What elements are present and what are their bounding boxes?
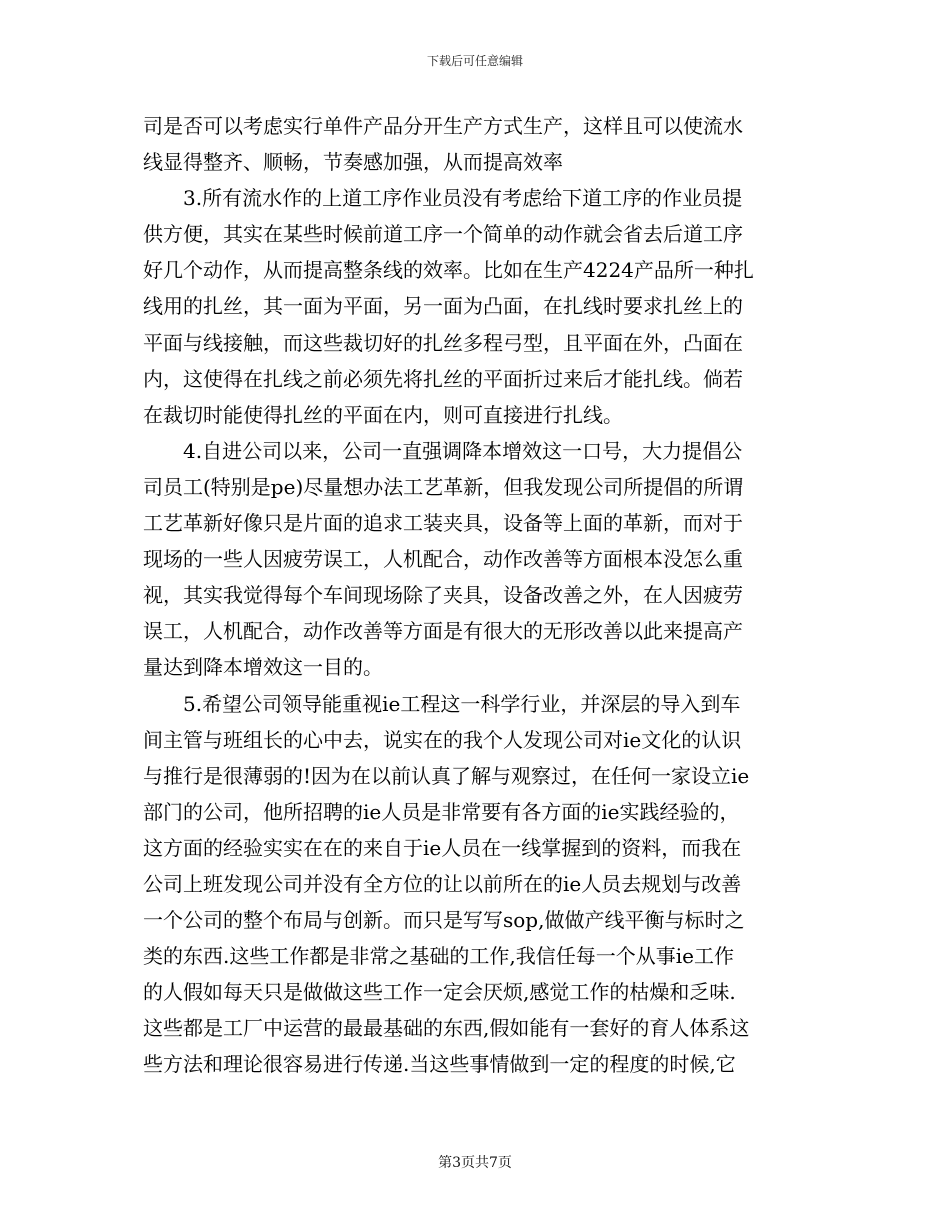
text-line: 量达到降本增效这一目的。 — [143, 655, 383, 680]
text-line: 好几个动作，从而提高整条线的效率。比如在生产4224产品所一种扎 — [143, 258, 754, 283]
page-header: 下载后可任意编辑 — [426, 54, 523, 68]
text-line: 平面与线接触，而这些裁切好的扎丝多程弓型，且平面在外，凸面在 — [143, 330, 743, 355]
text-line: 部门的公司，他所招聘的ie人员是非常要有各方面的ie实践经验的， — [143, 799, 740, 824]
text-line: 的人假如每天只是做做这些工作一定会厌烦,感觉工作的枯燥和乏味. — [143, 980, 736, 1005]
text-line: 些方法和理论很容易进行传递.当这些事情做到一定的程度的时候,它 — [143, 1052, 736, 1077]
paragraph-item-4 — [143, 433, 809, 686]
text-line: 间主管与班组长的心中去，说实在的我个人发现公司对ie文化的认识 — [143, 727, 742, 752]
document-body — [143, 108, 809, 1083]
text-line: 误工，人机配合，动作改善等方面是有很大的无形改善以此来提高产 — [143, 619, 743, 644]
text-line: 工艺革新好像只是片面的追求工装夹具，设备等上面的革新，而对于 — [143, 511, 743, 536]
text-line: 线显得整齐、顺畅，节奏感加强，从而提高效率 — [143, 150, 563, 175]
text-line: 3.所有流水作的上道工序作业员没有考虑给下道工序的作业员提 — [183, 186, 743, 211]
text-line: 5.希望公司领导能重视ie工程这一科学行业，并深层的导入到车 — [183, 691, 741, 716]
paragraph-item-3 — [143, 180, 809, 433]
text-line: 供方便，其实在某些时候前道工序一个简单的动作就会省去后道工序 — [143, 222, 743, 247]
text-line: 现场的一些人因疲劳误工，人机配合，动作改善等方面根本没怎么重 — [143, 547, 743, 572]
paragraph-continuation — [143, 108, 809, 180]
text-line: 公司上班发现公司并没有全方位的让以前所在的ie人员去规划与改善 — [143, 871, 742, 896]
text-line: 与推行是很薄弱的!因为在以前认真了解与观察过，在任何一家设立ie — [143, 763, 750, 788]
text-line: 4.自进公司以来，公司一直强调降本增效这一口号，大力提倡公 — [183, 438, 743, 463]
text-line: 司是否可以考虑实行单件产品分开生产方式生产，这样且可以使流水 — [143, 114, 743, 138]
text-line: 这些都是工厂中运营的最最基础的东西,假如能有一套好的育人体系这 — [143, 1016, 750, 1041]
paragraph-item-5 — [143, 686, 809, 1083]
text-line: 这方面的经验实实在在的来自于ie人员在一线掌握到的资料，而我在 — [143, 835, 742, 860]
page-number-footer: 第3页共7页 — [438, 1155, 512, 1171]
text-line: 一个公司的整个布局与创新。而只是写写sop,做做产线平衡与标时之 — [143, 908, 745, 933]
text-line: 视，其实我觉得每个车间现场除了夹具，设备改善之外，在人因疲劳 — [143, 583, 743, 608]
text-line: 内，这使得在扎线之前必须先将扎丝的平面折过来后才能扎线。倘若 — [143, 366, 743, 391]
text-line: 类的东西.这些工作都是非常之基础的工作,我信任每一个从事ie工作 — [143, 944, 734, 969]
text-line: 司员工(特别是pe)尽量想办法工艺革新，但我发现公司所提倡的所谓 — [143, 474, 744, 499]
text-line: 线用的扎丝，其一面为平面，另一面为凸面，在扎线时要求扎丝上的 — [143, 294, 743, 319]
text-line: 在裁切时能使得扎丝的平面在内，则可直接进行扎线。 — [143, 402, 623, 427]
